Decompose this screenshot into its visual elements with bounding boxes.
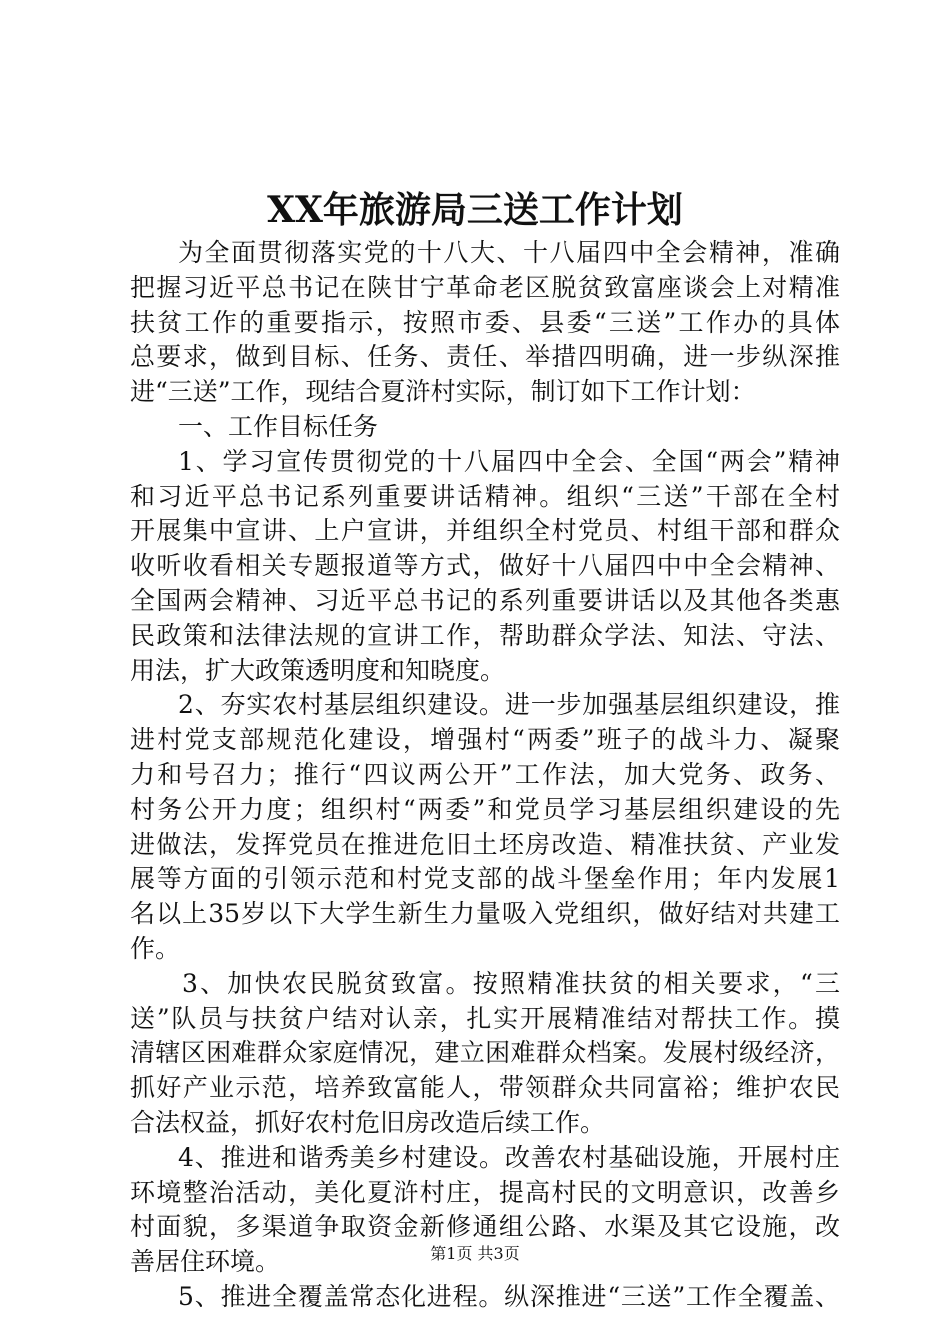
document-title: XX年旅游局三送工作计划 [267, 189, 683, 231]
body-line: 合法权益，抓好农村危旧房改造后续工作。 [130, 1107, 606, 1137]
body-line: 民政策和法律法规的宣讲工作，帮助群众学法、知法、守法、 [130, 620, 840, 650]
body-line: 为全面贯彻落实党的十八大、十八届四中全会精神，准确 [178, 238, 840, 267]
body-line: 善居住环境。 [130, 1247, 281, 1277]
body-line: 送”队员与扶贫户结对认亲，扎实开展精准结对帮扶工作。摸 [130, 1003, 840, 1033]
body-line: 村面貌，多渠道争取资金新修通组公路、水渠及其它设施，改 [130, 1212, 840, 1242]
body-line: 名以上35岁以下大学生新生力量吸入党组织，做好结对共建工 [130, 899, 840, 929]
body-line: 开展集中宣讲、上户宣讲，并组织全村党员、村组干部和群众 [130, 516, 840, 546]
body-line: 和习近平总书记系列重要讲话精神。组织“三送”干部在全村 [130, 481, 840, 511]
body-line: 收听收看相关专题报道等方式，做好十八届四中中全会精神、 [130, 551, 840, 581]
body-line: 用法，扩大政策透明度和知晓度。 [130, 655, 506, 685]
body-line: 一、工作目标任务 [178, 411, 379, 441]
body-line: 5、推进全覆盖常态化进程。纵深推进“三送”工作全覆盖、 [178, 1281, 840, 1311]
body-line: 村务公开力度；组织村“两委”和党员学习基层组织建设的先 [130, 794, 840, 824]
body-line: 全国两会精神、习近平总书记的系列重要讲话以及其他各类惠 [130, 585, 840, 615]
page-footer: 第1页 共3页 [430, 1244, 520, 1263]
body-line: 总要求，做到目标、任务、责任、举措四明确，进一步纵深推 [130, 342, 840, 372]
document-body [130, 236, 840, 1315]
body-line: 进“三送”工作，现结合夏浒村实际，制订如下工作计划： [130, 377, 756, 407]
body-line: 清辖区困难群众家庭情况，建立困难群众档案。发展村级经济， [130, 1038, 840, 1068]
body-line: 进做法，发挥党员在推进危旧土坯房改造、精准扶贫、产业发 [130, 829, 840, 859]
body-line: 1、学习宣传贯彻党的十八届四中全会、全国“两会”精神 [178, 446, 840, 476]
body-line: 3、加快农民脱贫致富。按照精准扶贫的相关要求，“三 [182, 968, 840, 998]
body-line: 进村党支部规范化建设，增强村“两委”班子的战斗力、凝聚 [130, 725, 840, 755]
body-line: 抓好产业示范，培养致富能人，带领群众共同富裕；维护农民 [130, 1073, 840, 1103]
body-line: 力和号召力；推行“四议两公开”工作法，加大党务、政务、 [130, 759, 840, 789]
body-line: 环境整治活动，美化夏浒村庄，提高村民的文明意识，改善乡 [130, 1177, 840, 1207]
body-line: 2、夯实农村基层组织建设。进一步加强基层组织建设，推 [178, 690, 840, 720]
body-line: 把握习近平总书记在陕甘宁革命老区脱贫致富座谈会上对精准 [130, 272, 840, 302]
body-line: 作。 [130, 933, 181, 963]
body-line: 展等方面的引领示范和村党支部的战斗堡垒作用；年内发展1 [130, 864, 840, 894]
body-line: 4、推进和谐秀美乡村建设。改善农村基础设施，开展村庄 [178, 1142, 840, 1172]
body-line: 扶贫工作的重要指示，按照市委、县委“三送”工作办的具体 [130, 307, 840, 337]
